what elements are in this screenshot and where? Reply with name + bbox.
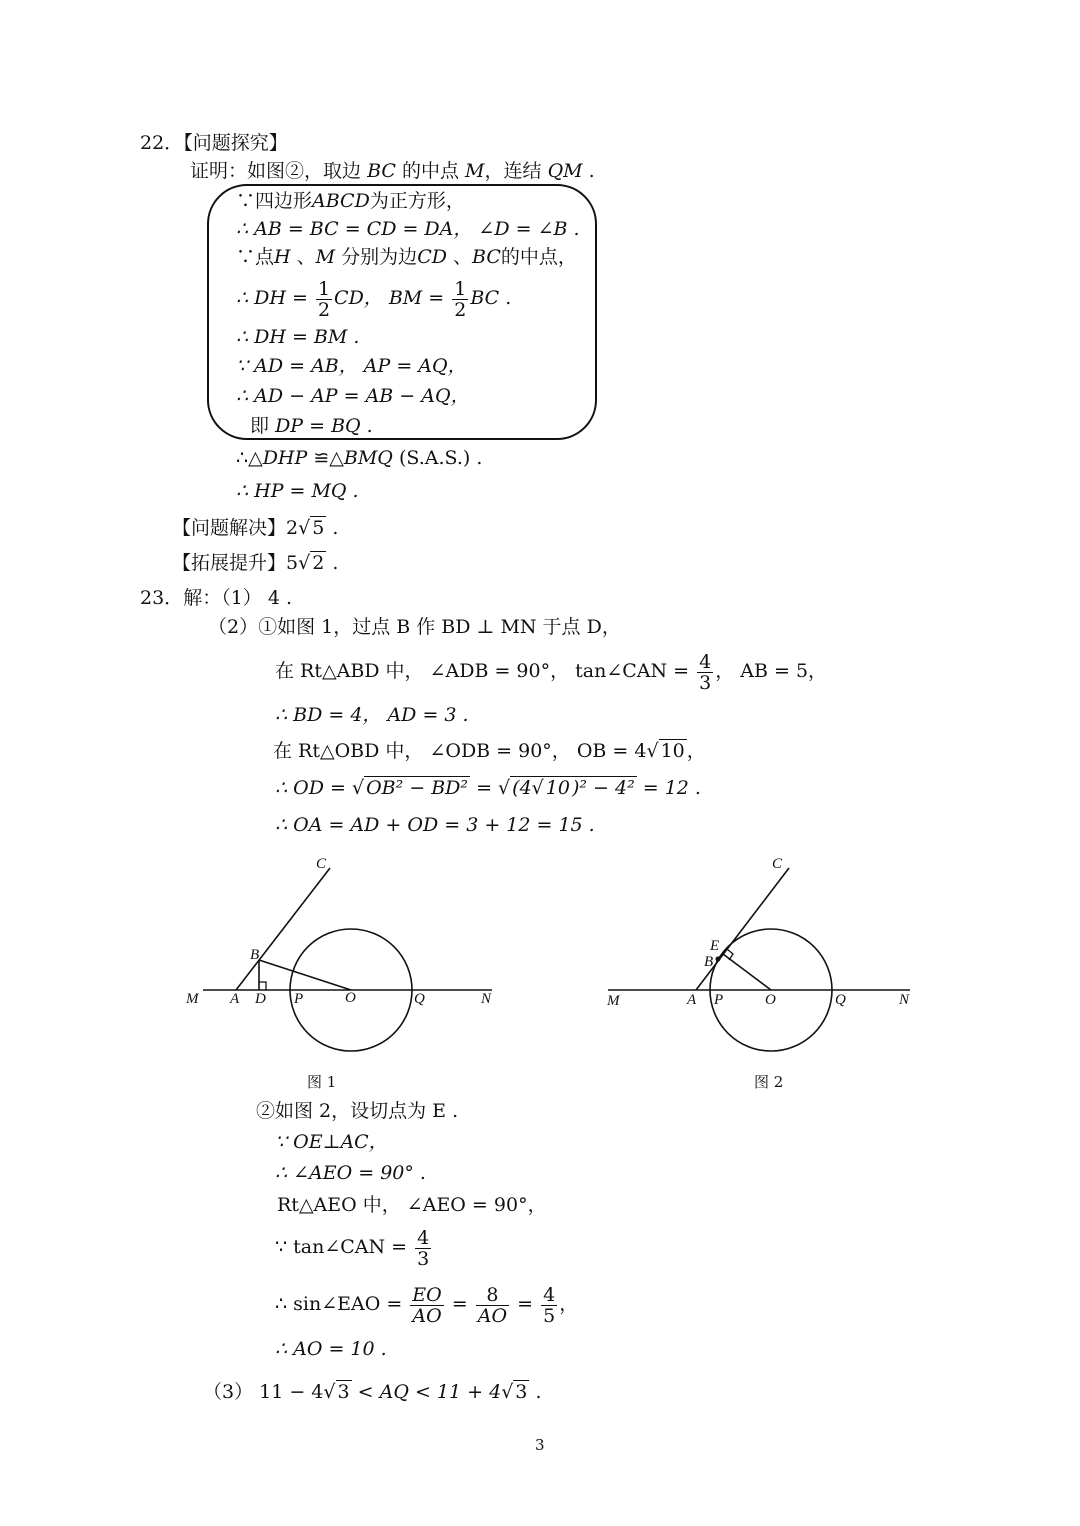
q23-line-aeo: ∴ ∠AEO = 90° .	[275, 1162, 426, 1184]
fraction-one-half: $\frac{1}{2}$	[317, 277, 331, 321]
fig2-label-q: Q	[835, 992, 846, 1008]
proof-step-5: ∴ DH = BM .	[236, 326, 360, 348]
q22-header	[140, 131, 288, 155]
fig1-label-d: D	[255, 991, 266, 1007]
q23-line-ao: ∴ AO = 10 .	[275, 1338, 387, 1360]
fig1-right-angle-mark	[259, 982, 266, 990]
fig1-label-m: M	[186, 991, 199, 1007]
q23-part3: （3） 11 − 4√ 3 < AQ < 11 + 4√ 3 .	[203, 1381, 542, 1403]
q22-intro: 证明：如图②，取边 BC 的中点 M，连结 QM .	[190, 160, 595, 182]
proof-step-2: ∴ AB = BC = CD = DA， ∠D = ∠B .	[236, 218, 580, 240]
fig2-label-b: B	[704, 954, 714, 970]
fig2-point-b	[716, 957, 721, 962]
q23-line-tan: ∵ tan∠CAN = $\frac{4}{3}$	[275, 1226, 430, 1270]
q23-line-oa: ∴ OA = AD + OD = 3 + 12 = 15 .	[275, 814, 595, 836]
proof-step-1: ∵四边形ABCD为正方形，	[236, 190, 465, 212]
fraction-one-half: $\frac{1}{2}$	[454, 277, 467, 321]
proof-step-7: ∴ AD − AP = AB − AQ，	[236, 385, 470, 407]
q23-line-bd-ad: ∴ BD = 4， AD = 3 .	[275, 704, 469, 726]
figure-1-caption: 图 1	[307, 1073, 337, 1091]
fig2-label-c: C	[772, 856, 783, 872]
figure-2-caption: 图 2	[754, 1073, 784, 1091]
page-number: 3	[535, 1436, 545, 1454]
q23-header: 23．解：（1） 4 .	[140, 587, 292, 609]
proof-step-8: 即 DP = BQ .	[250, 415, 373, 437]
fig1-label-p: P	[294, 991, 304, 1007]
q22-problem-solve: 【问题解决】2√ 5 .	[172, 517, 339, 539]
fig2-label-a: A	[687, 992, 697, 1008]
fig1-label-a: A	[230, 991, 240, 1007]
fraction-8-ao: $\frac{8}{AO}$	[477, 1283, 508, 1327]
q23-part2-b-intro: ②如图 2，设切点为 E .	[256, 1100, 459, 1122]
fig2-segment-eo	[723, 954, 771, 990]
proof-step-3: ∵点H 、M 分别为边CD 、BC的中点，	[236, 246, 577, 268]
fig2-label-e: E	[710, 938, 720, 954]
q23-line-rt-abd: 在 Rt△ABD 中， ∠ADB = 90°， tan∠CAN = $\frac{4}{3}$ ， AB = 5，	[275, 650, 828, 694]
fig2-label-o: O	[765, 992, 776, 1008]
fraction-four-thirds: $\frac{4}{3}$	[699, 650, 712, 694]
nested-radical: (4√ 10 )² − 4²	[512, 777, 635, 799]
q23-line-od: ∴ OD = √ OB² − BD² = √ (4√ 10 )² − 4² = 12 .	[275, 777, 701, 799]
q23-line-sin: ∴ sin∠EAO = $\frac{EO}{AO}$ = $\frac{8}{AO}$ = $\frac{4}{5}$ ，	[275, 1283, 579, 1327]
q23-line-rt-aeo: Rt△AEO 中， ∠AEO = 90°，	[277, 1194, 547, 1216]
fig2-label-n: N	[899, 992, 910, 1008]
q23-part2-intro: （2）①如图 1，过点 B 作 BD ⊥ MN 于点 D，	[208, 616, 621, 638]
proof-step-9: ∴△DHP ≌△BMQ (S.A.S.) .	[236, 447, 483, 469]
fig1-label-c: C	[316, 856, 327, 872]
fig2-label-m: M	[607, 993, 620, 1009]
q22-number: 22．	[140, 132, 184, 154]
fig1-label-b: B	[250, 947, 260, 963]
proof-step-4: ∴ DH = $\frac{1}{2}$ CD， BM = $\frac{1}{2}$ BC .	[236, 277, 512, 321]
fig2-label-p: P	[714, 992, 724, 1008]
q22-heading-explore: 【问题探究】	[183, 132, 288, 154]
q23-line-oe-perp: ∵ OE⊥AC，	[275, 1131, 388, 1153]
figure-1	[180, 850, 510, 1060]
fig1-label-q: Q	[414, 991, 425, 1007]
q23-number: 23．	[140, 587, 184, 609]
fraction-four-thirds: $\frac{4}{3}$	[417, 1226, 430, 1270]
proof-step-6: ∵ AD = AB， AP = AQ，	[236, 355, 467, 377]
fig1-label-o: O	[345, 990, 356, 1006]
proof-step-10: ∴ HP = MQ .	[236, 480, 359, 502]
fig1-ray-ac	[236, 868, 330, 990]
fig1-label-n: N	[481, 991, 492, 1007]
fig1-segment-bo	[259, 960, 351, 990]
fraction-four-fifths: $\frac{4}{5}$	[543, 1283, 556, 1327]
fraction-eo-ao: $\frac{EO}{AO}$	[412, 1283, 442, 1327]
q22-extension: 【拓展提升】5√ 2 .	[172, 552, 339, 574]
q23-line-rt-obd: 在 Rt△OBD 中， ∠ODB = 90°， OB = 4√ 10 ，	[273, 740, 706, 762]
figure-2	[600, 850, 920, 1060]
